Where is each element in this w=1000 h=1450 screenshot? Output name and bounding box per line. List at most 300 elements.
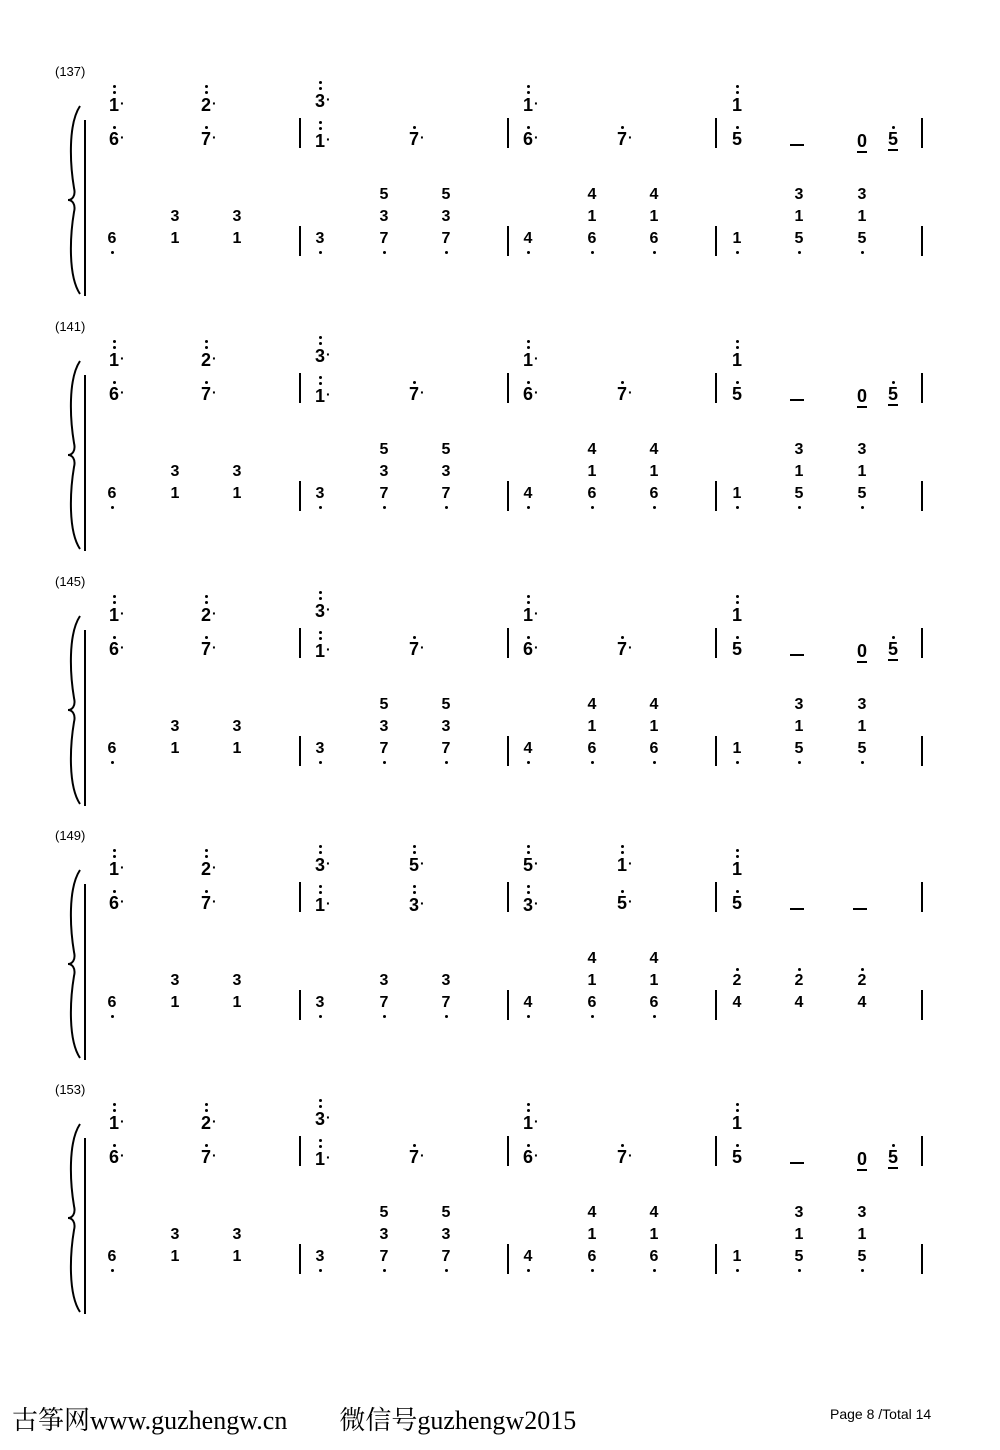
chord-digit: 3	[232, 208, 242, 225]
note-digit: 2	[200, 350, 211, 370]
bar-line	[921, 628, 923, 658]
jianpu-note	[725, 600, 749, 624]
augmentation-dot: ·	[212, 605, 217, 621]
chord-digit: 5	[850, 483, 874, 505]
note-digit: 2	[200, 605, 211, 625]
bar-line	[507, 481, 509, 511]
note-digit: 6	[522, 1147, 533, 1167]
bar-line	[921, 1136, 923, 1166]
note-digit: 5	[731, 893, 742, 913]
jianpu-note	[610, 890, 634, 912]
chord-digit: 3	[794, 696, 804, 713]
chord-stack	[642, 439, 666, 505]
chord-stack	[372, 694, 396, 760]
bar-line	[299, 882, 301, 912]
chord-digit: 1	[794, 208, 804, 225]
chord-digit: 5	[850, 228, 874, 250]
jianpu-note	[610, 126, 634, 148]
chord-digit: 6	[100, 1246, 124, 1268]
augmentation-dot: ·	[420, 895, 425, 911]
low-octave-dot	[591, 506, 594, 509]
note-digit: 1	[522, 605, 533, 625]
chord-stack	[163, 461, 187, 505]
chord-digit: 1	[725, 483, 749, 505]
low-octave-dot	[111, 761, 114, 764]
note-digit: 0	[856, 641, 867, 661]
chord-digit: 7	[372, 992, 396, 1014]
note-digit: 1	[731, 95, 742, 115]
chord-digit: 5	[787, 483, 811, 505]
jianpu-note	[725, 345, 749, 369]
chord-stack	[163, 206, 187, 250]
low-octave-dot	[445, 251, 448, 254]
chord-digit: 4	[516, 992, 540, 1014]
chord-digit: 6	[642, 992, 666, 1014]
bar-line	[507, 373, 509, 403]
bar-line	[715, 373, 717, 403]
bar-line	[507, 226, 509, 256]
low-octave-dot	[736, 506, 739, 509]
jianpu-note	[102, 1144, 126, 1166]
chord-digit: 4	[649, 950, 659, 967]
chord-digit: 4	[516, 228, 540, 250]
staff-system	[0, 1082, 1000, 1343]
sustain-dash	[790, 144, 804, 146]
jianpu-note	[194, 636, 218, 658]
note-digit: 1	[108, 1113, 119, 1133]
jianpu-note	[516, 600, 540, 624]
chord-digit: 4	[857, 994, 867, 1011]
note-digit: 6	[522, 129, 533, 149]
chord-digit: 3	[794, 1204, 804, 1221]
chord-digit: 1	[649, 718, 659, 735]
chord-digit: 3	[379, 208, 389, 225]
augmentation-dot: ·	[628, 893, 633, 909]
bar-line	[299, 373, 301, 403]
note-digit: 1	[522, 1113, 533, 1133]
low-octave-dot	[798, 251, 801, 254]
chord-digit: 5	[379, 1204, 389, 1221]
jianpu-note	[308, 381, 332, 405]
augmentation-dot: ·	[212, 350, 217, 366]
chord-stack	[787, 184, 811, 250]
chord-digit: 6	[580, 483, 604, 505]
jianpu-note	[725, 90, 749, 114]
chord-digit: 3	[441, 972, 451, 989]
chord-digit: 3	[794, 441, 804, 458]
measure-number: (149)	[55, 828, 86, 843]
note-digit: 7	[200, 893, 211, 913]
augmentation-dot: ·	[212, 1113, 217, 1129]
low-octave-dot	[383, 1269, 386, 1272]
chord-digit: 4	[516, 1246, 540, 1268]
chord-stack	[850, 1202, 874, 1268]
jianpu-note	[725, 854, 749, 878]
note-digit: 3	[408, 895, 419, 915]
chord-stack	[850, 439, 874, 505]
note-digit: 1	[314, 895, 325, 915]
chord-digit: 6	[580, 738, 604, 760]
staff-system	[0, 64, 1000, 325]
chord-digit: 1	[232, 485, 242, 502]
measure-number: (153)	[55, 1082, 86, 1097]
chord-digit: 6	[100, 228, 124, 250]
chord-stack	[163, 970, 187, 1014]
note-digit: 7	[200, 1147, 211, 1167]
jianpu-note	[402, 636, 426, 658]
chord-digit: 6	[580, 228, 604, 250]
chord-digit: 3	[379, 1226, 389, 1243]
augmentation-dot: ·	[212, 129, 217, 145]
staff-system	[0, 319, 1000, 580]
chord-stack	[725, 228, 749, 250]
note-digit: 5	[731, 129, 742, 149]
chord-stack	[372, 1202, 396, 1268]
augmentation-dot: ·	[326, 855, 331, 871]
grand-staff-brace	[66, 104, 84, 296]
note-digit: 1	[108, 605, 119, 625]
augmentation-dot: ·	[420, 129, 425, 145]
note-digit: 7	[200, 639, 211, 659]
low-octave-dot	[111, 506, 114, 509]
low-octave-dot	[653, 1015, 656, 1018]
chord-digit: 1	[794, 1226, 804, 1243]
grand-staff-brace	[66, 614, 84, 806]
chord-stack	[642, 184, 666, 250]
bar-line	[84, 630, 86, 806]
chord-digit: 6	[100, 483, 124, 505]
augmentation-dot: ·	[534, 350, 539, 366]
augmentation-dot: ·	[628, 129, 633, 145]
chord-stack	[850, 970, 874, 1014]
chord-digit: 1	[649, 208, 659, 225]
chord-digit: 1	[232, 740, 242, 757]
note-digit: 7	[408, 1147, 419, 1167]
augmentation-dot: ·	[420, 1147, 425, 1163]
sustain-dash	[790, 399, 804, 401]
jianpu-note	[308, 86, 332, 110]
jianpu-note	[725, 1144, 749, 1166]
chord-stack	[787, 439, 811, 505]
augmentation-dot: ·	[326, 91, 331, 107]
low-octave-dot	[591, 251, 594, 254]
jianpu-note	[881, 126, 905, 148]
chord-digit: 5	[850, 1246, 874, 1268]
low-octave-dot	[861, 506, 864, 509]
chord-digit: 7	[372, 228, 396, 250]
chord-digit: 1	[587, 718, 597, 735]
jianpu-note	[881, 1144, 905, 1166]
high-octave-dot	[725, 890, 749, 894]
bar-line	[507, 736, 509, 766]
jianpu-note	[881, 381, 905, 403]
chord-digit: 5	[787, 738, 811, 760]
note-digit: 2	[200, 95, 211, 115]
bar-line	[715, 882, 717, 912]
low-octave-dot	[591, 1015, 594, 1018]
high-octave-dot	[881, 636, 905, 640]
bar-line	[507, 118, 509, 148]
augmentation-dot: ·	[120, 893, 125, 909]
chord-stack	[787, 694, 811, 760]
chord-digit: 1	[170, 1248, 180, 1265]
note-digit: 1	[522, 350, 533, 370]
note-digit: 6	[108, 893, 119, 913]
bar-line	[299, 736, 301, 766]
jianpu-note	[610, 381, 634, 403]
chord-digit: 2	[732, 972, 742, 989]
note-digit: 5	[731, 1147, 742, 1167]
note-digit: 3	[314, 1109, 325, 1129]
note-digit: 1	[522, 95, 533, 115]
bar-line	[715, 1136, 717, 1166]
chord-stack	[225, 970, 249, 1014]
grand-staff-brace	[66, 1122, 84, 1314]
augmentation-dot: ·	[326, 131, 331, 147]
high-octave-dot	[725, 1144, 749, 1148]
note-digit: 7	[616, 129, 627, 149]
low-octave-dot	[527, 1015, 530, 1018]
note-digit: 1	[314, 1149, 325, 1169]
jianpu-note	[308, 126, 332, 150]
high-octave-dots	[725, 1108, 749, 1114]
jianpu-note	[194, 1144, 218, 1166]
bar-line	[84, 120, 86, 296]
augmentation-dot: ·	[534, 895, 539, 911]
augmentation-dot: ·	[628, 855, 633, 871]
chord-digit: 3	[232, 463, 242, 480]
chord-stack	[580, 948, 604, 1014]
chord-digit: 1	[170, 740, 180, 757]
note-digit: 6	[108, 384, 119, 404]
jianpu-note	[308, 850, 332, 874]
jianpu-note	[102, 126, 126, 148]
jianpu-note	[516, 1108, 540, 1132]
chord-digit: 6	[642, 1246, 666, 1268]
note-digit: 1	[731, 859, 742, 879]
augmentation-dot: ·	[326, 641, 331, 657]
chord-stack	[850, 694, 874, 760]
high-octave-dot	[861, 968, 864, 971]
staff-system	[0, 574, 1000, 835]
bar-line	[715, 990, 717, 1020]
jianpu-note	[402, 1144, 426, 1166]
note-digit: 1	[108, 350, 119, 370]
jianpu-note	[102, 636, 126, 658]
jianpu-note	[308, 1144, 332, 1168]
bar-line	[84, 884, 86, 1060]
augmentation-dot: ·	[534, 1113, 539, 1129]
chord-stack	[787, 1202, 811, 1268]
chord-stack	[725, 738, 749, 760]
jianpu-note	[102, 381, 126, 403]
bar-line	[299, 1244, 301, 1274]
note-digit: 6	[108, 129, 119, 149]
bar-line	[921, 990, 923, 1020]
chord-digit: 3	[308, 483, 332, 505]
jianpu-note	[194, 854, 218, 878]
chord-digit: 1	[857, 1226, 867, 1243]
jianpu-note	[850, 381, 874, 405]
chord-digit: 6	[580, 1246, 604, 1268]
low-octave-dot	[383, 506, 386, 509]
chord-digit: 4	[516, 738, 540, 760]
chord-digit: 1	[794, 463, 804, 480]
high-octave-dot	[881, 381, 905, 385]
page-indicator: Page 8 /Total 14	[830, 1406, 932, 1422]
footer-site-text: 古筝网www.guzhengw.cn 微信号guzhengw2015	[12, 1406, 577, 1435]
chord-digit: 3	[308, 1246, 332, 1268]
augmentation-dot: ·	[120, 129, 125, 145]
jianpu-note	[102, 854, 126, 878]
chord-stack	[434, 970, 458, 1014]
chord-digit: 3	[170, 1226, 180, 1243]
bar-line	[84, 375, 86, 551]
note-digit: 1	[314, 386, 325, 406]
jianpu-note	[610, 850, 634, 874]
augmentation-dot: ·	[326, 895, 331, 911]
low-octave-dot	[591, 1269, 594, 1272]
chord-stack	[225, 716, 249, 760]
low-octave-dot	[383, 1015, 386, 1018]
chord-stack	[642, 948, 666, 1014]
bar-line	[715, 628, 717, 658]
jianpu-note	[308, 341, 332, 365]
chord-stack	[642, 1202, 666, 1268]
chord-stack	[516, 738, 540, 760]
note-digit: 6	[522, 384, 533, 404]
staff-system	[0, 828, 1000, 1089]
chord-digit: 7	[434, 738, 458, 760]
chord-digit: 4	[587, 186, 597, 203]
low-octave-dot	[736, 251, 739, 254]
note-digit: 5	[887, 639, 898, 659]
chord-digit: 1	[232, 1248, 242, 1265]
bar-line	[507, 628, 509, 658]
chord-digit: 1	[170, 230, 180, 247]
chord-digit: 3	[170, 718, 180, 735]
note-digit: 5	[616, 893, 627, 913]
low-octave-dot	[111, 251, 114, 254]
low-octave-dot	[736, 761, 739, 764]
chord-digit: 3	[441, 463, 451, 480]
chord-stack	[308, 1246, 332, 1268]
jianpu-note	[516, 90, 540, 114]
augmentation-dot: ·	[120, 605, 125, 621]
augmentation-dot: ·	[120, 95, 125, 111]
chord-digit: 4	[649, 186, 659, 203]
chord-digit: 4	[516, 483, 540, 505]
chord-digit: 1	[857, 208, 867, 225]
augmentation-dot: ·	[534, 95, 539, 111]
jianpu-note	[516, 345, 540, 369]
low-octave-dot	[111, 1015, 114, 1018]
augmentation-dot: ·	[212, 893, 217, 909]
low-octave-dot	[861, 761, 864, 764]
jianpu-note	[725, 890, 749, 912]
chord-digit: 7	[372, 1246, 396, 1268]
bar-line	[921, 373, 923, 403]
chord-stack	[100, 483, 124, 505]
chord-digit: 5	[379, 186, 389, 203]
chord-digit: 2	[857, 972, 867, 989]
chord-digit: 3	[308, 992, 332, 1014]
chord-digit: 1	[649, 463, 659, 480]
chord-digit: 3	[232, 1226, 242, 1243]
chord-digit: 1	[170, 485, 180, 502]
chord-stack	[434, 694, 458, 760]
augmentation-dot: ·	[326, 1109, 331, 1125]
chord-digit: 1	[232, 994, 242, 1011]
high-octave-dots	[725, 854, 749, 860]
measure-number: (141)	[55, 319, 86, 334]
jianpu-note	[725, 1108, 749, 1132]
low-octave-dot	[798, 506, 801, 509]
jianpu-note	[102, 1108, 126, 1132]
chord-digit: 6	[580, 992, 604, 1014]
chord-stack	[434, 184, 458, 250]
jianpu-note	[850, 636, 874, 660]
augmentation-dot: ·	[212, 1147, 217, 1163]
low-octave-dot	[798, 1269, 801, 1272]
augmentation-dot: ·	[212, 859, 217, 875]
chord-digit: 7	[372, 738, 396, 760]
chord-digit: 1	[725, 1246, 749, 1268]
bar-line	[921, 118, 923, 148]
note-digit: 6	[522, 639, 533, 659]
chord-digit: 1	[649, 1226, 659, 1243]
augmentation-dot: ·	[120, 1147, 125, 1163]
low-octave-dot	[319, 1015, 322, 1018]
chord-digit: 6	[642, 483, 666, 505]
augmentation-dot: ·	[534, 129, 539, 145]
jianpu-note	[194, 90, 218, 114]
chord-digit: 3	[379, 718, 389, 735]
chord-digit: 7	[434, 1246, 458, 1268]
augmentation-dot: ·	[420, 384, 425, 400]
low-octave-dot	[445, 1269, 448, 1272]
sustain-dash	[853, 908, 867, 910]
chord-stack	[308, 228, 332, 250]
note-digit: 7	[616, 639, 627, 659]
note-digit: 3	[522, 895, 533, 915]
low-octave-dot	[736, 1269, 739, 1272]
chord-stack	[642, 694, 666, 760]
chord-stack	[580, 694, 604, 760]
jianpu-note	[194, 381, 218, 403]
high-octave-dots	[725, 90, 749, 96]
grand-staff-brace	[66, 359, 84, 551]
note-digit: 1	[314, 641, 325, 661]
chord-digit: 1	[587, 208, 597, 225]
note-digit: 5	[887, 1147, 898, 1167]
augmentation-dot: ·	[120, 384, 125, 400]
chord-digit: 7	[434, 483, 458, 505]
chord-digit: 1	[649, 972, 659, 989]
high-octave-dots	[725, 600, 749, 606]
low-octave-dot	[861, 251, 864, 254]
low-octave-dot	[527, 251, 530, 254]
chord-stack	[516, 228, 540, 250]
chord-digit: 1	[725, 738, 749, 760]
chord-digit: 4	[649, 696, 659, 713]
chord-digit: 4	[649, 1204, 659, 1221]
sustain-dash	[790, 908, 804, 910]
high-octave-dot	[881, 1144, 905, 1148]
augmentation-dot: ·	[212, 384, 217, 400]
augmentation-dot: ·	[120, 350, 125, 366]
chord-stack	[725, 970, 749, 1014]
